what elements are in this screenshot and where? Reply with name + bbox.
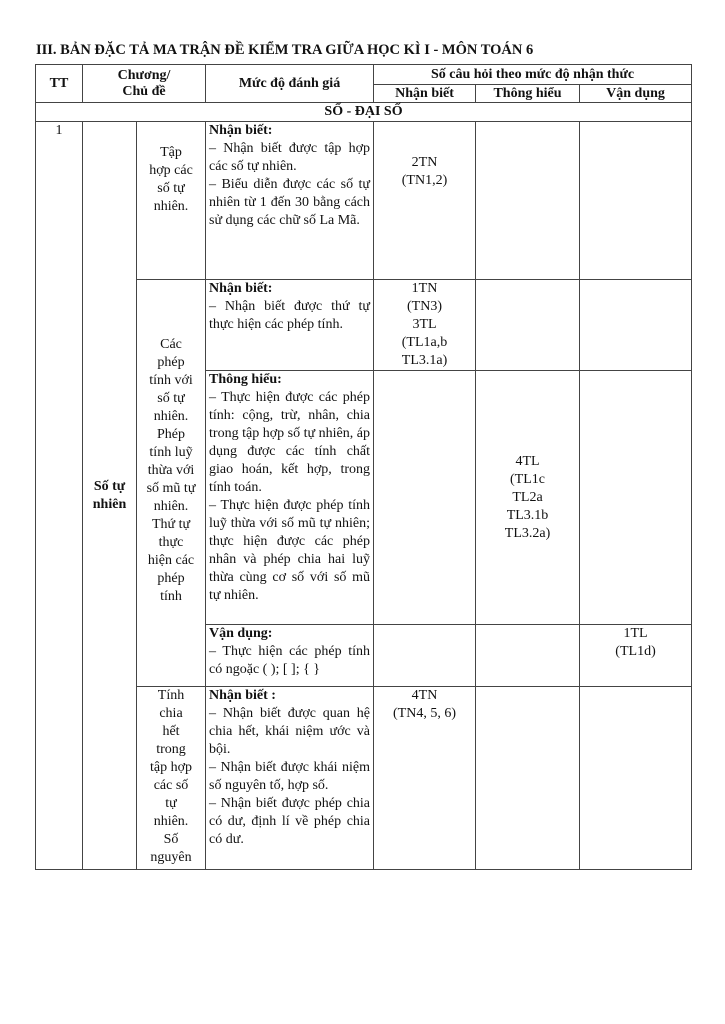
count-understand-r3: 4TL (TL1c TL2a TL3.1b TL3.2a)	[476, 371, 580, 625]
desc-title: Nhận biết :	[209, 688, 276, 703]
count-recognize-r5: 4TN (TN4, 5, 6)	[374, 687, 476, 870]
count-apply-r1	[580, 122, 692, 280]
topic-natural-set: Tập hợp các số tự nhiên.	[137, 122, 206, 280]
topic-operations: Các phép tính với số tự nhiên. Phép tính luỹ thừa với số mũ tự nhiên. Thứ tự thực hiện các phép tính	[137, 280, 206, 687]
desc-natural-set	[206, 122, 374, 280]
desc-text: – Thực hiện các phép tính có ngoặc ( ); [ ]; { }	[209, 644, 371, 677]
header-chapter: Chương/ Chủ đề	[83, 65, 206, 103]
header-tt: TT	[36, 65, 83, 103]
desc-operations-recognize	[206, 280, 374, 371]
desc-text: – Nhận biết được quan hệ chia hết, khái niệm ước và bội. – Nhận biết được khái niệm số nguyên tố, hợp số. – Nhận biết được phép chia có dư, định lí về phép chia có dư.	[209, 706, 371, 847]
count-understand-r5	[476, 687, 580, 870]
count-apply-r3	[580, 371, 692, 625]
count-apply-r4: 1TL (TL1d)	[580, 625, 692, 687]
count-understand-r2	[476, 280, 580, 371]
header-apply: Vận dụng	[580, 85, 692, 103]
header-question-count: Số câu hỏi theo mức độ nhận thức	[374, 65, 692, 85]
count-apply-r5	[580, 687, 692, 870]
chapter-cell: Số tự nhiên	[83, 122, 137, 870]
count-recognize-r3	[374, 371, 476, 625]
header-recognize: Nhận biết	[374, 85, 476, 103]
count-recognize-r4	[374, 625, 476, 687]
desc-text: – Nhận biết được tập hợp các số tự nhiên. – Biểu diễn được các số tự nhiên từ 1 đến 30 bằng cách sử dụng các chữ số La Mã.	[209, 141, 371, 228]
topic-divisibility: Tính chia hết trong tập hợp các số tự nhiên. Số nguyên	[137, 687, 206, 870]
count-recognize-r2: 1TN (TN3) 3TL (TL1a,b TL3.1a)	[374, 280, 476, 371]
desc-title: Nhận biết:	[209, 123, 273, 138]
spec-matrix-table	[35, 64, 692, 870]
count-understand-r1	[476, 122, 580, 280]
desc-title: Nhận biết:	[209, 281, 273, 296]
desc-title: Thông hiểu:	[209, 372, 282, 387]
count-recognize-r1: 2TN (TN1,2)	[374, 122, 476, 280]
desc-divisibility	[206, 687, 374, 870]
header-level: Mức độ đánh giá	[206, 65, 374, 103]
desc-operations-understand	[206, 371, 374, 625]
document-heading: III. BẢN ĐẶC TẢ MA TRẬN ĐỀ KIỂM TRA GIỮA HỌC KÌ I - MÔN TOÁN 6	[36, 42, 534, 58]
section-row: SỐ - ĐẠI SỐ	[36, 103, 692, 122]
count-apply-r2	[580, 280, 692, 371]
desc-operations-apply	[206, 625, 374, 687]
desc-text: – Thực hiện được các phép tính: cộng, trừ, nhân, chia trong tập hợp số tự nhiên, áp dụng được các tính chất giao hoán, kết hợp, trong tính toán. – Thực hiện được phép tính luỹ thừa với số mũ tự nhiên; thực hiện được các phép nhân và phép chia hai luỹ thừa cùng cơ số với số mũ tự nhiên.	[209, 390, 371, 603]
desc-text: – Nhận biết được thứ tự thực hiện các phép tính.	[209, 299, 371, 332]
header-understand: Thông hiểu	[476, 85, 580, 103]
desc-title: Vận dụng:	[209, 626, 273, 641]
count-understand-r4	[476, 625, 580, 687]
tt-cell: 1	[36, 122, 83, 870]
